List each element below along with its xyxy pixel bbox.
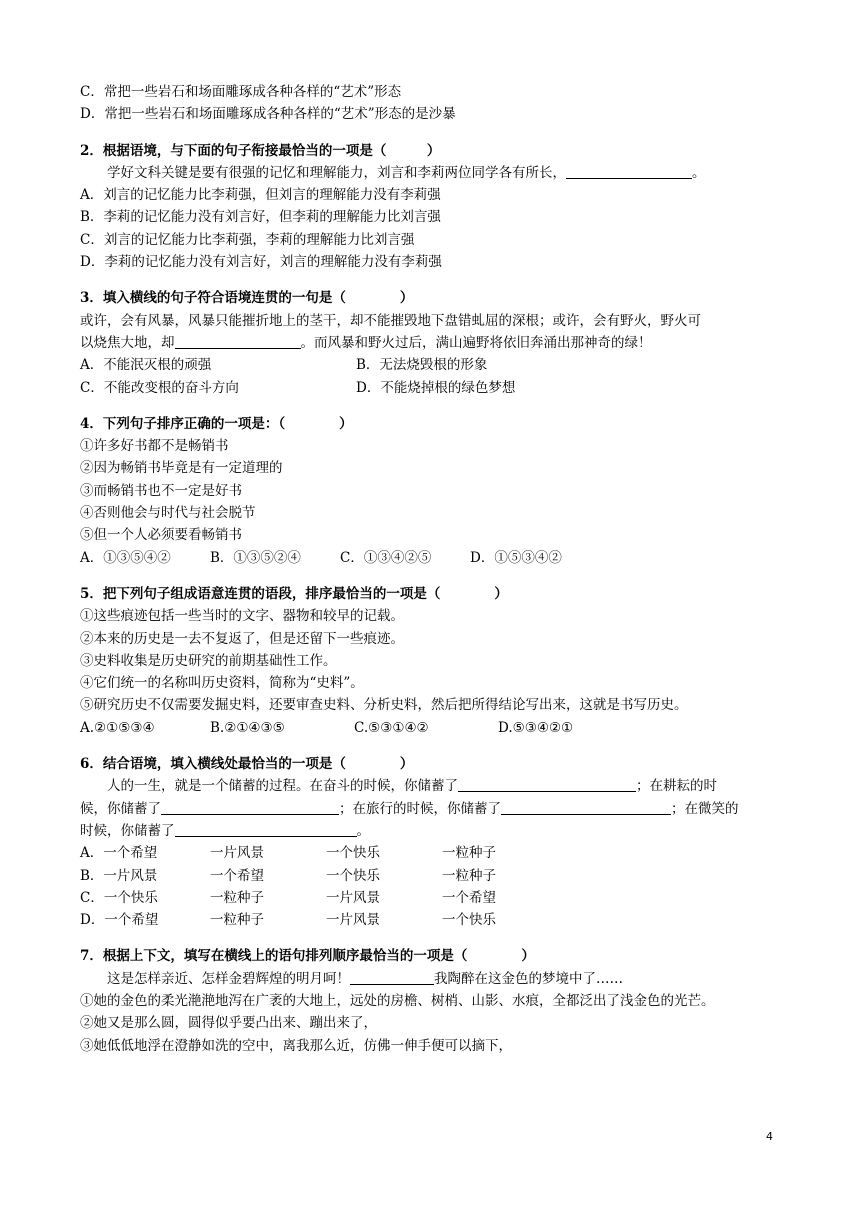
question-5-option-d: D.⑤③④②① — [498, 719, 574, 736]
question-4-title: 4．下列句子排序正确的一项是：（ ） — [80, 415, 353, 432]
question-4-item-3: ③而畅销书也不一定是好书 — [80, 482, 242, 499]
question-4-option-d: D．①⑤③④② — [470, 549, 562, 566]
choice: 一片风景 — [326, 889, 380, 906]
question-7-item-1: ①她的金色的柔光滟滟地泻在广袤的大地上，远处的房檐、树梢、山影、水痕，全都泛出了浅金色的光芒。 — [80, 992, 715, 1009]
question-6-title: 6．结合语境，填入横线处最恰当的一项是（ ） — [80, 756, 414, 773]
choice: 一个希望 — [442, 889, 496, 906]
answer-blank — [501, 799, 671, 815]
stem-text: ；在微笑的 — [671, 800, 739, 817]
question-4-item-2: ②因为畅销书毕竟是有一定道理的 — [80, 460, 283, 477]
question-3-stem-line2 — [80, 332, 780, 354]
question-6-stem-line1 — [80, 775, 780, 797]
question-2-option-d: D．李莉的记忆能力没有刘言好，刘言的理解能力没有李莉强 — [80, 254, 442, 271]
choice: C．一个快乐 — [80, 889, 158, 906]
question-4-option-c: C．①③④②⑤ — [340, 549, 432, 566]
answer-blank — [458, 776, 636, 792]
question-5-item-1: ①这些痕迹包括一些当时的文字、器物和较早的记载。 — [80, 608, 404, 625]
stem-text: 。 — [356, 822, 370, 839]
question-4-item-5: ⑤但一个人必须要看畅销书 — [80, 527, 242, 544]
page-number: 4 — [766, 1130, 773, 1143]
question-2-title: 2．根据语境，与下面的句子衔接最恰当的一项是（ ） — [80, 142, 441, 159]
choice: B．一片风景 — [80, 867, 158, 884]
choice: 一粒种子 — [210, 912, 264, 929]
question-7-item-2: ②她又是那么圆，圆得似乎要凸出来、蹦出来了， — [80, 1015, 377, 1032]
question-5-item-2: ②本来的历史是一去不复返了，但是还留下一些痕迹。 — [80, 630, 404, 647]
choice: 一个快乐 — [442, 912, 496, 929]
choice: 一粒种子 — [210, 889, 264, 906]
question-3-title: 3．填入横线的句子符合语境连贯的一句是（ ） — [80, 290, 414, 307]
question-5-options — [80, 717, 780, 739]
stem-text: ；在耕耘的时 — [636, 778, 717, 795]
answer-blank — [175, 333, 301, 349]
option-c-prev: C．常把一些岩石和场面雕琢成各种各样的“艺术”形态 — [80, 84, 402, 100]
choice: 一粒种子 — [442, 867, 496, 884]
stem-text: 候，你储蓄了 — [80, 800, 161, 817]
choice: 一片风景 — [210, 845, 264, 862]
question-4-option-b: B．①③⑤②④ — [210, 549, 301, 566]
question-5-option-b: B.②①④③⑤ — [210, 719, 285, 736]
stem-text: 学好文科关键是要有很强的记忆和理解能力，刘言和李莉两位同学各有所长， — [107, 164, 566, 181]
question-2-stem — [80, 162, 780, 184]
stem-text: 以烧焦大地，却 — [80, 334, 175, 351]
question-3-option-a: A．不能泯灭根的顽强 — [80, 357, 212, 374]
stem-end: 。 — [692, 164, 706, 181]
question-3-option-b: B．无法烧毁根的形象 — [356, 357, 488, 374]
stem-text: 。而风暴和野火过后，满山遍野将依旧奔涌出那神奇的绿！ — [300, 334, 652, 351]
choice: D．一个希望 — [80, 912, 159, 929]
answer-blank — [566, 163, 692, 179]
choice: 一个快乐 — [326, 867, 380, 884]
question-2-option-c: C．刘言的记忆能力比李莉强，李莉的理解能力比刘言强 — [80, 231, 415, 248]
stem-text: 时候，你储蓄了 — [80, 822, 175, 839]
choice: 一片风景 — [326, 912, 380, 929]
question-2-option-a: A．刘言的记忆能力比李莉强，但刘言的理解能力没有李莉强 — [80, 187, 441, 204]
stem-text: 我陶醉在这金色的梦境中了…… — [434, 970, 623, 987]
choice: 一粒种子 — [442, 845, 496, 862]
question-4-item-4: ④否则他会与时代与社会脱节 — [80, 505, 256, 522]
question-6-stem-line3 — [80, 820, 780, 842]
question-4-option-a: A．①③⑤④② — [80, 549, 171, 566]
question-7-title: 7．根据上下文，填写在横线上的语句排列顺序最恰当的一项是（ ） — [80, 948, 535, 965]
question-5-option-c: C.⑤③①④② — [354, 719, 429, 736]
question-6-option-b — [80, 865, 780, 887]
question-5-item-5: ⑤研究历史不仅需要发掘史料，还要审查史料、分析史料，然后把所得结论写出来，这就是书写历史。 — [80, 697, 688, 714]
question-5-item-3: ③史料收集是历史研究的前期基础性工作。 — [80, 652, 337, 669]
answer-blank — [161, 799, 339, 815]
question-4-options — [80, 547, 780, 569]
question-5-option-a: A.②①⑤③④ — [80, 719, 155, 736]
choice: 一个希望 — [210, 867, 264, 884]
question-7-stem — [80, 968, 780, 990]
document-content — [80, 81, 780, 1057]
question-6-option-a — [80, 842, 780, 864]
question-6-stem-line2 — [80, 798, 780, 820]
answer-blank — [350, 969, 434, 985]
option-d-prev: D．常把一些岩石和场面雕琢成各种各样的“艺术”形态的是沙暴 — [80, 106, 456, 123]
question-5-title: 5．把下列句子组成语意连贯的语段，排序最恰当的一项是（ ） — [80, 585, 508, 602]
question-3-option-c: C．不能改变根的奋斗方向 — [80, 379, 239, 396]
question-6-option-d — [80, 909, 780, 931]
choice: 一个快乐 — [326, 845, 380, 862]
answer-blank — [175, 821, 357, 837]
choice: A．一个希望 — [80, 845, 158, 862]
question-3-stem-line1: 或许，会有风暴，风暴只能摧折地上的茎干，却不能摧毁地下盘错虬屈的深根；或许，会有野火，野火可 — [80, 312, 701, 329]
question-2-option-b: B．李莉的记忆能力没有刘言好，但李莉的理解能力比刘言强 — [80, 209, 441, 226]
question-3-option-d: D．不能烧掉根的绿色梦想 — [356, 379, 516, 396]
stem-text: 这是怎样亲近、怎样金碧辉煌的明月呵！ — [107, 970, 350, 987]
stem-text: ；在旅行的时候，你储蓄了 — [339, 800, 501, 817]
question-7-item-3: ③她低低地浮在澄静如洗的空中，离我那么近，仿佛一伸手便可以摘下， — [80, 1037, 512, 1054]
question-4-item-1: ①许多好书都不是畅销书 — [80, 438, 229, 455]
question-5-item-4: ④它们统一的名称叫历史资料，简称为“史料”。 — [80, 675, 364, 692]
question-3-options — [80, 354, 780, 399]
stem-text: 人的一生，就是一个储蓄的过程。在奋斗的时候，你储蓄了 — [107, 778, 458, 795]
question-6-option-c — [80, 887, 780, 909]
